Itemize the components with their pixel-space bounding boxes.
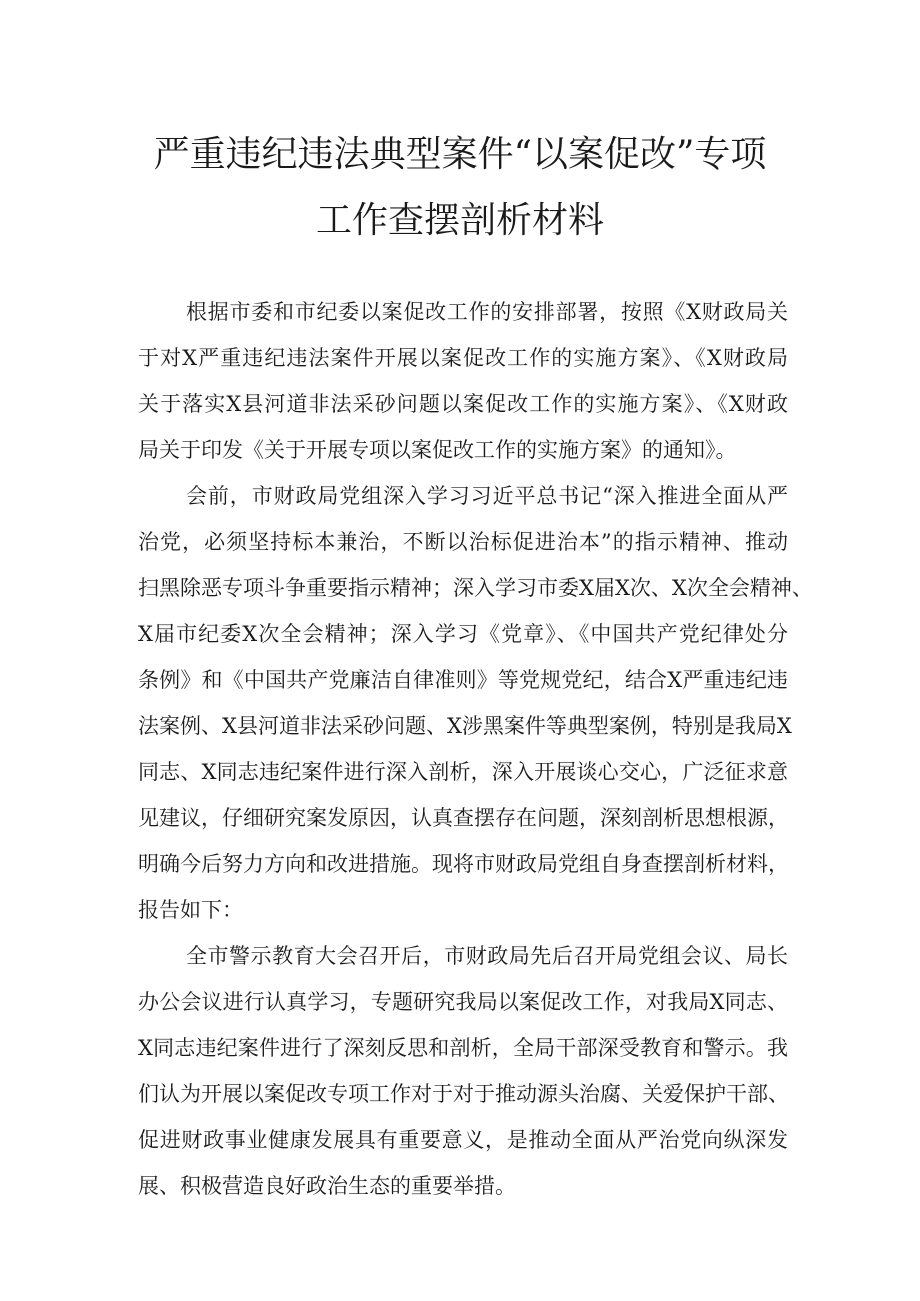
text-line: 报告如下： <box>138 898 243 922</box>
text-line: 同志、X同志违纪案件进行深入剖析，深入开展谈心交心，广泛征求意 <box>138 760 788 784</box>
text-line: 促进财政事业健康发展具有重要意义，是推动全面从严治党向纵深发 <box>138 1128 788 1152</box>
text-line: 法案例、X县河道非法采砂问题、X涉黑案件等典型案例，特别是我局X <box>138 714 792 738</box>
text-line: 扫黑除恶专项斗争重要指示精神；深入学习市委X届X次、X次全会精神、 <box>138 576 813 600</box>
text-line: X届市纪委X次全会精神；深入学习《党章》、《中国共产党纪律处分 <box>138 622 788 646</box>
text-line: X同志违纪案件进行了深刻反思和剖析，全局干部深受教育和警示。我 <box>138 1036 788 1060</box>
text-line: 办公会议进行认真学习，专题研究我局以案促改工作，对我局X同志、 <box>138 990 788 1014</box>
text-line: 会前，市财政局党组深入学习习近平总书记“深入推进全面从严 <box>186 484 788 508</box>
text-line: 见建议，仔细研究案发原因，认真查摆存在问题，深刻剖析思想根源， <box>138 806 789 830</box>
text-line: 治党，必须坚持标本兼治，不断以治标促进治本”的指示精神、推动 <box>138 530 788 554</box>
document-title-line-1: 严重违纪违法典型案件“以案促改”专项 <box>153 134 767 175</box>
document-title-line-2: 工作查摆剖析材料 <box>315 200 604 241</box>
text-line: 全市警示教育大会召开后，市财政局先后召开局党组会议、局长 <box>186 944 788 968</box>
text-line: 局关于印发《关于开展专项以案促改工作的实施方案》的通知》。 <box>138 438 737 462</box>
text-line: 关于落实X县河道非法采砂问题以案促改工作的实施方案》、《X财政 <box>138 392 788 416</box>
text-line: 明确今后努力方向和改进措施。现将市财政局党组自身查摆剖析材料， <box>138 852 789 876</box>
text-line: 于对X严重违纪违法案件开展以案促改工作的实施方案》、《X财政局 <box>138 346 788 370</box>
text-line: 们认为开展以案促改专项工作对于对于推动源头治腐、关爱保护干部、 <box>138 1082 789 1106</box>
text-line: 条例》和《中国共产党廉洁自律准则》等党规党纪，结合X严重违纪违 <box>138 668 788 692</box>
text-line: 展、积极营造良好政治生态的重要举措。 <box>138 1174 516 1198</box>
text-line: 根据市委和市纪委以案促改工作的安排部署，按照《X财政局关 <box>186 300 788 324</box>
